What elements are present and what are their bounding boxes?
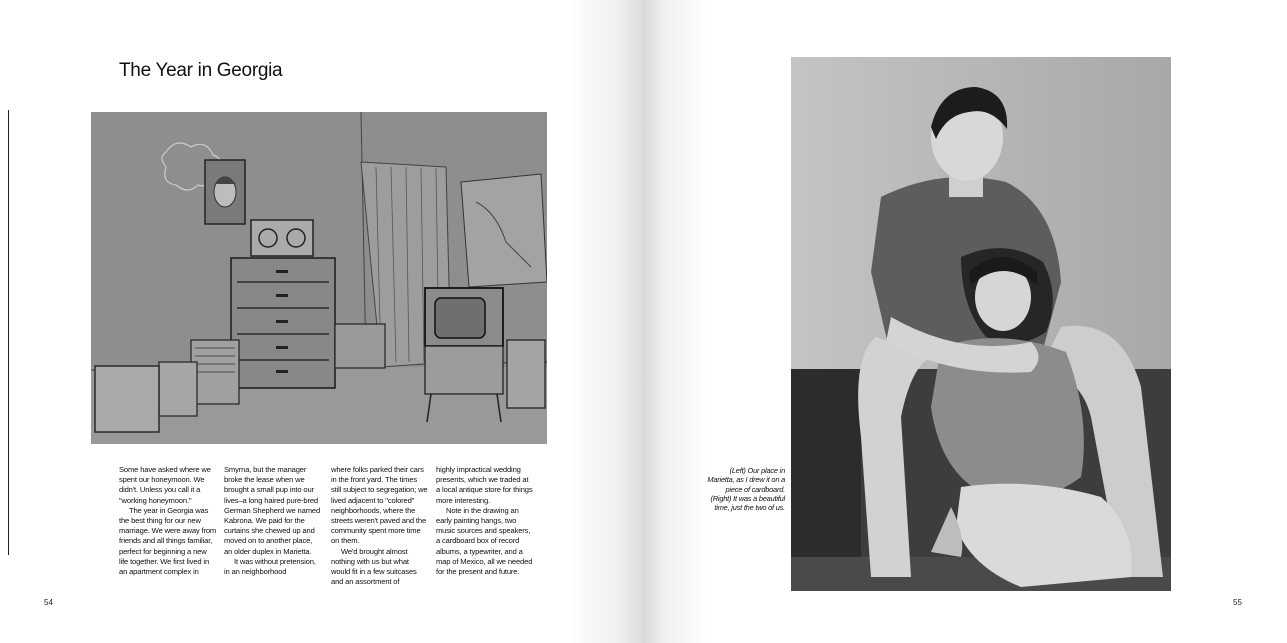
paragraph: Note in the drawing an early painting hangs, two music sources and speakers, a cardboard box of record albums, a typewriter, and a map of Mexico, all we needed for the present and future. [436,505,533,577]
text-column-4 [436,465,534,577]
couple-photograph [791,57,1171,591]
paragraph: Some have asked where we spent our honeymoon. We didn't. Unless you call it a "working honeymoon." [119,465,211,505]
body-text [0,465,643,595]
apartment-drawing [91,112,547,444]
paragraph: Smyrna, but the manager broke the lease when we brought a small pup into our lives–a long haired pure-bred German Shepherd we named Kabrona. We paid for the curtains she chewed up and moved on to another place, an older duplex in Marietta. [224,465,321,556]
page-number-left: 54 [44,598,53,607]
couple-photograph-art [791,57,1171,591]
left-page [0,0,643,643]
paragraph: highly impractical wedding presents, which we traded at a local antique store for things more interesting. [436,465,533,505]
text-column-3 [331,465,429,587]
text-column-1 [119,465,217,577]
photo-caption [703,466,785,512]
apartment-drawing-art [91,112,547,444]
paragraph: It was without pretension, in an neighborhood [224,556,316,577]
paragraph: The year in Georgia was the best thing for our new marriage. We were away from friends and all things familiar, perfect for beginning a new life together. We first lived in an apartment complex in [119,505,217,577]
right-page [643,0,1287,643]
page-number-right: 55 [1233,598,1242,607]
chapter-title: The Year in Georgia [119,60,283,81]
caption-line: (Right) It was a beautiful time, just the two of us. [710,493,785,513]
text-column-2 [224,465,322,577]
paragraph: We'd brought almost nothing with us but what would fit in a few suitcases and an assortment of [331,546,417,587]
caption-line: (Left) Our place in Marietta, as I drew it on a piece of cardboard. [707,466,785,494]
paragraph: where folks parked their cars in the front yard. The times still subject to segregation; we lived adjacent to "colored" neighborhoods, where the streets weren't paved and the community spent more time on them. [331,465,428,546]
